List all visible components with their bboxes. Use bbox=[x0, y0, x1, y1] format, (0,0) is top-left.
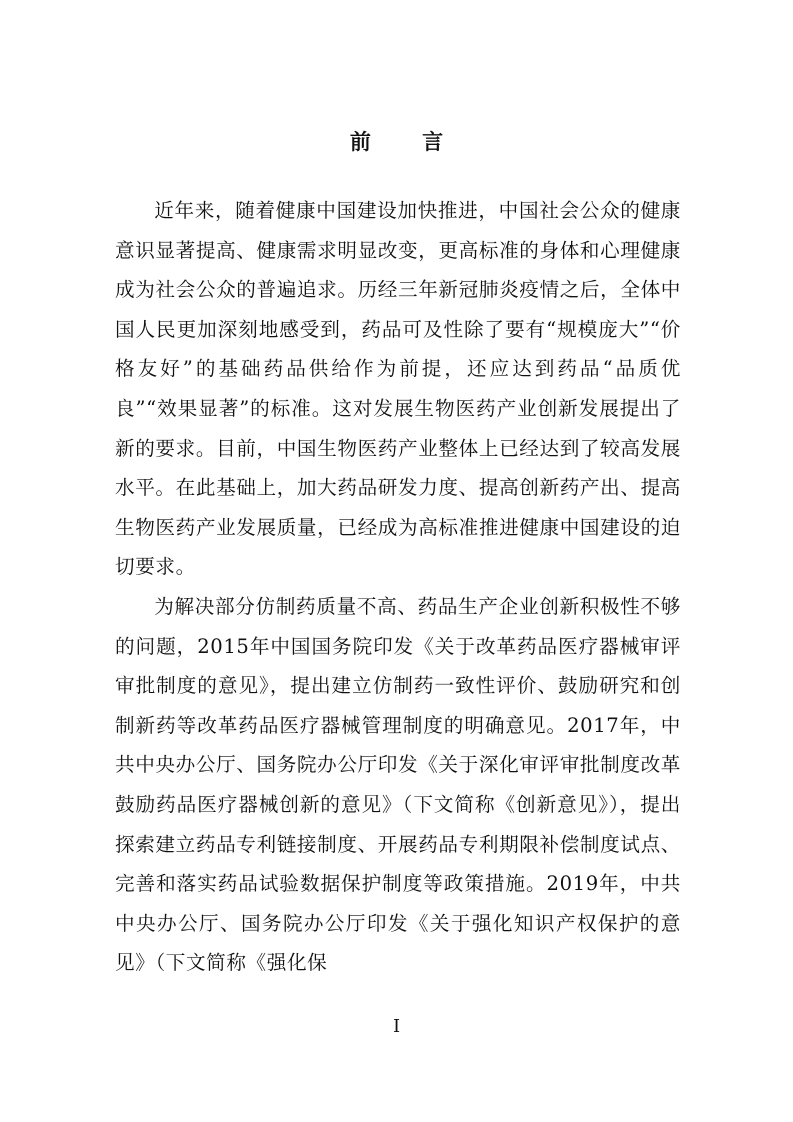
body-paragraph: 近年来，随着健康中国建设加快推进，中国社会公众的健康意识显著提高、健康需求明显改变，更高标准的身体和心理健康成为社会公众的普遍追求。历经三年新冠肺炎疫情之后，全体中国人民更加深刻地感受到，药品可及性除了要有“规模庞大”“价格友好”的基础药品供给作为前提，还应达到药品“品质优良”“效果显著”的标准。这对发展生物医药产业创新发展提出了新的要求。目前，中国生物医药产业整体上已经达到了较高发展水平。在此基础上，加大药品研发力度、提高创新药产出、提高生物医药产业发展质量，已经成为高标准推进健康中国建设的迫切要求。 bbox=[115, 199, 681, 579]
page-number: I bbox=[392, 1016, 401, 1037]
page-title: 前 言 bbox=[349, 129, 466, 154]
body-paragraph: 为解决部分仿制药质量不高、药品生产企业创新积极性不够的问题，2015年中国国务院印发《关于改革药品医疗器械审评审批制度的意见》，提出建立仿制药一致性评价、鼓励研究和创制新药等改革药品医疗器械管理制度的明确意见。2017年，中共中央办公厅、国务院办公厅印发《关于深化审评审批制度改革鼓励药品医疗器械创新的意见》（下文简称《创新意见》），提出探索建立药品专利链接制度、开展药品专利期限补偿制度试点、完善和落实药品试验数据保护制度等政策措施。2019年，中共中央办公厅、国务院办公厅印发《关于强化知识产权保护的意见》（下文简称《强化保 bbox=[115, 594, 681, 975]
document-body bbox=[115, 191, 681, 983]
